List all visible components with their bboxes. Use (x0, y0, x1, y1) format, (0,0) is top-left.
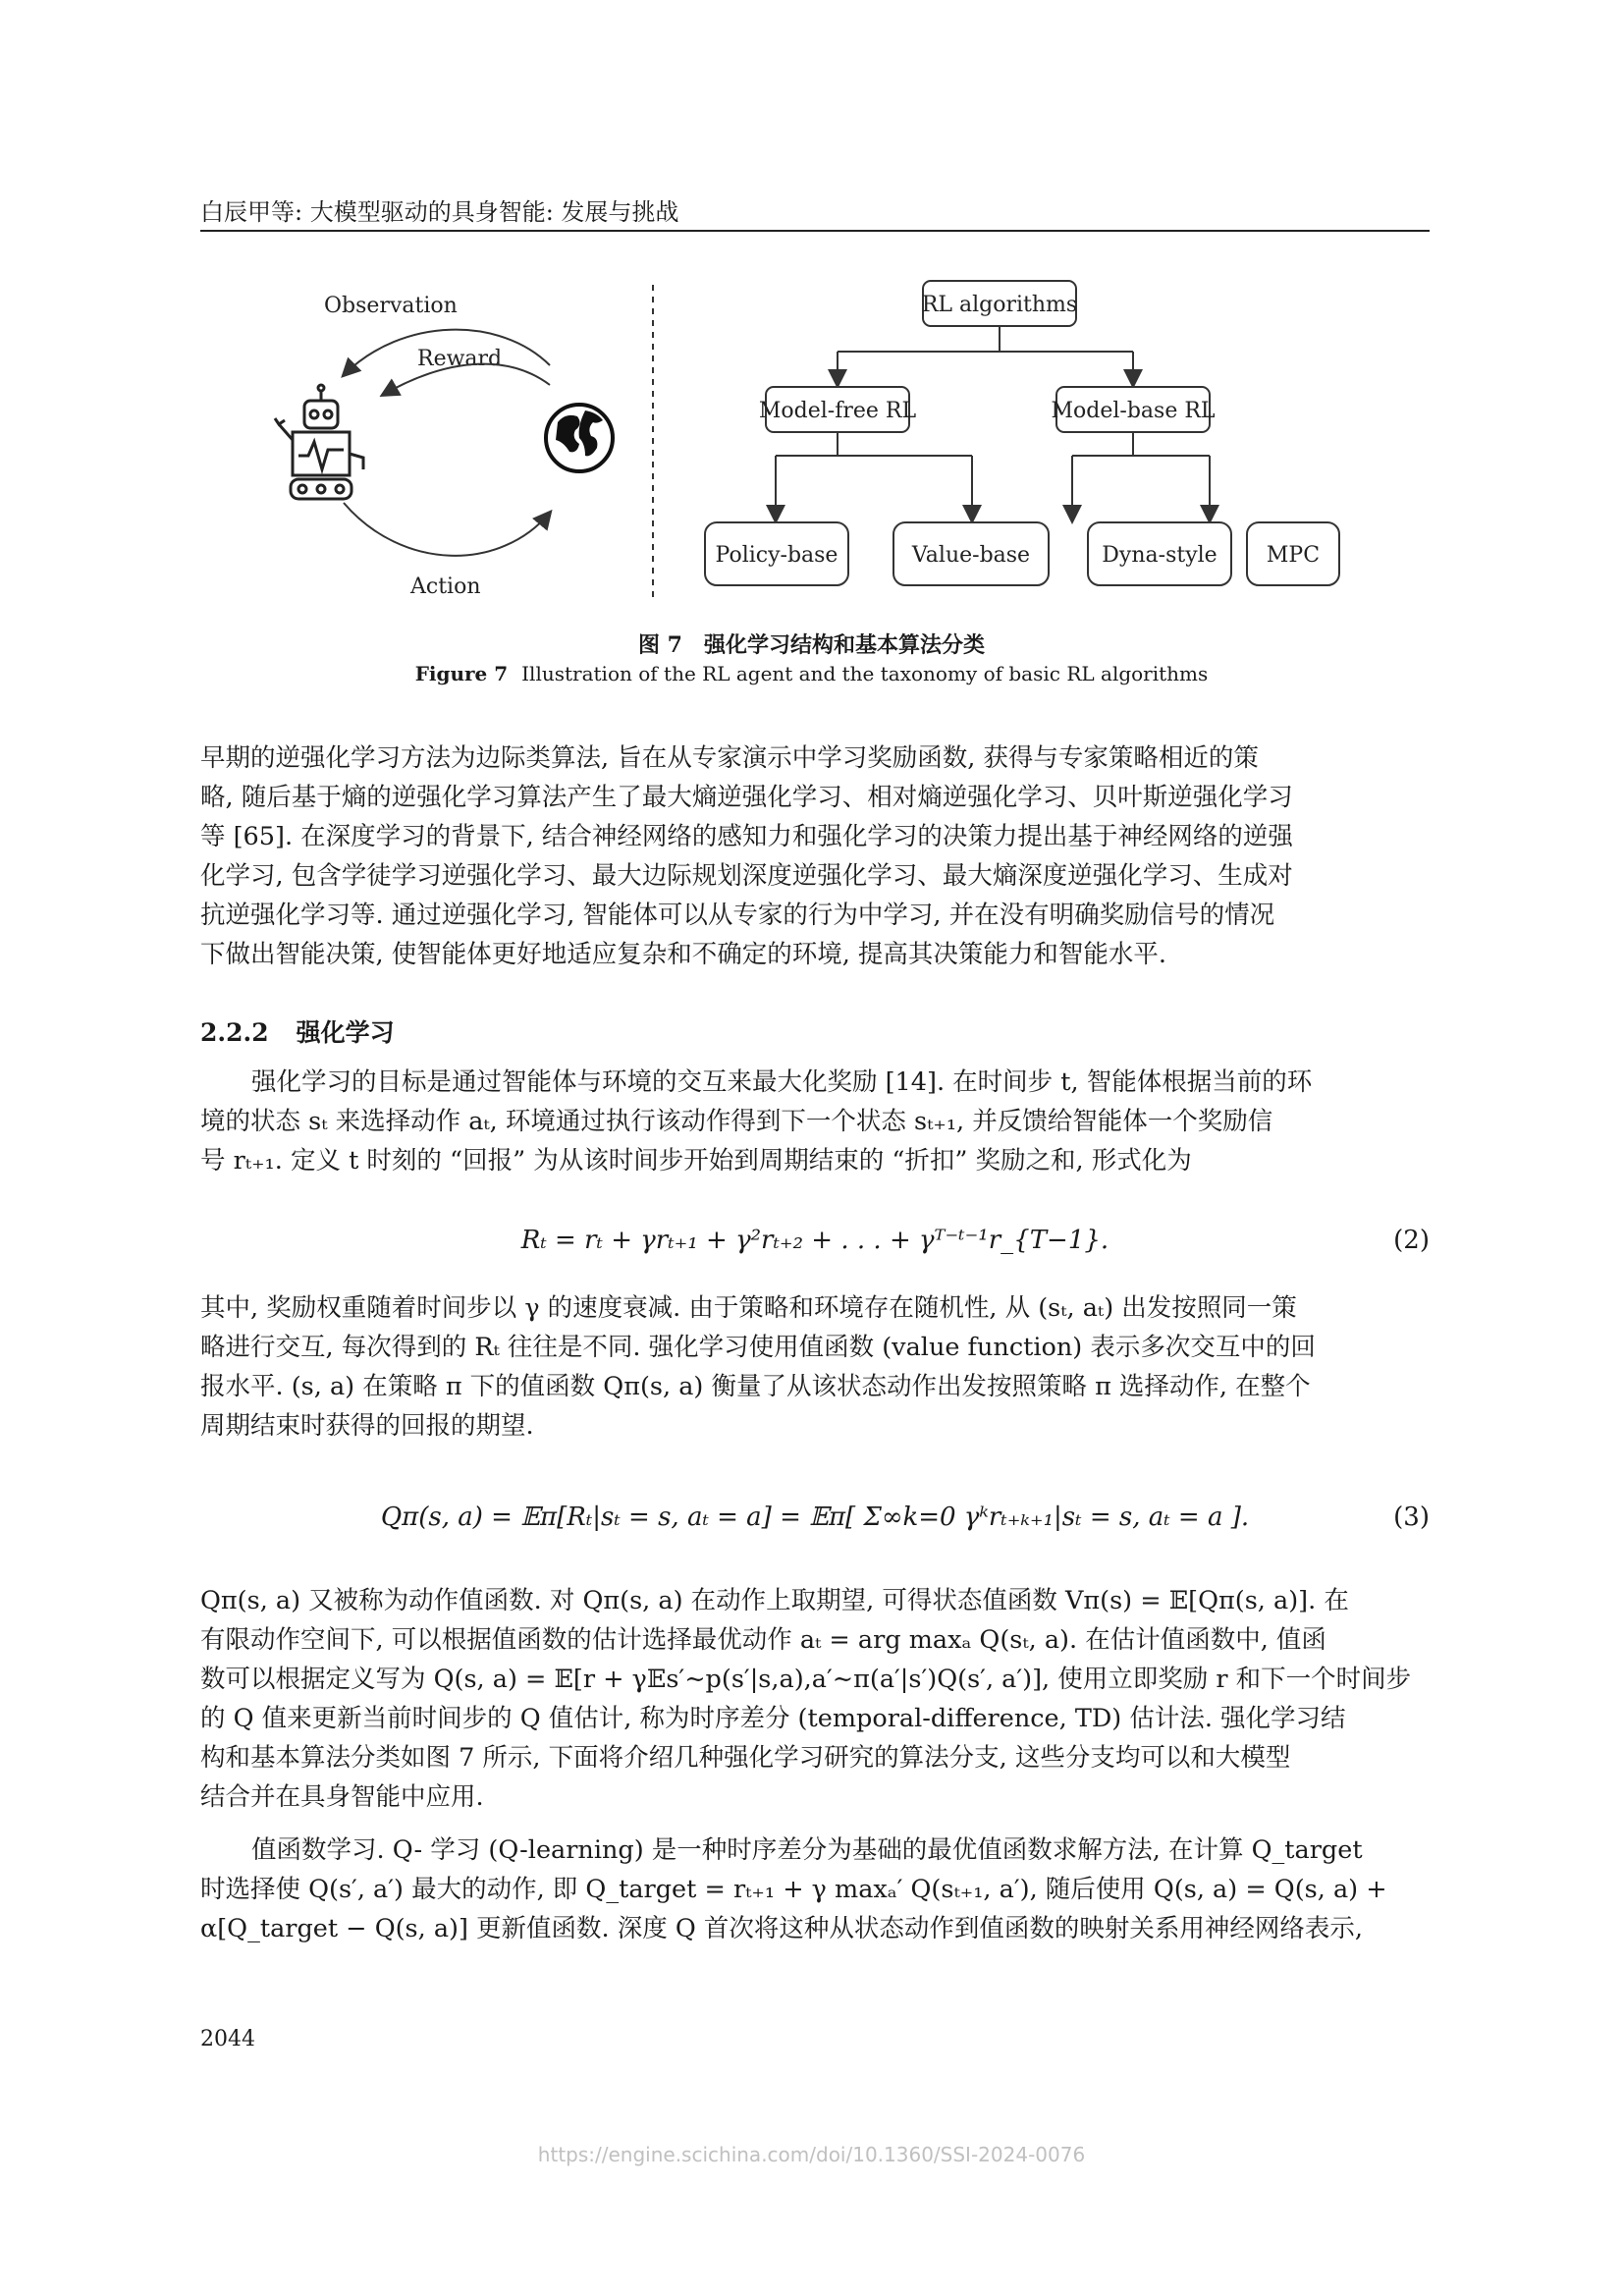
figure-caption-text: Illustration of the RL agent and the taxonomy of basic RL algorithms (521, 662, 1209, 685)
robot-icon (275, 385, 363, 499)
text-line: 强化学习的目标是通过智能体与环境的交互来最大化奖励 [14]. 在时间步 t, 智能体根据当前的环 (251, 1067, 1313, 1097)
text-line: 略, 随后基于熵的逆强化学习算法产生了最大熵逆强化学习、相对熵逆强化学习、贝叶斯逆强化学习 (200, 783, 1293, 812)
header-rule (200, 230, 1430, 232)
rl-taxonomy-tree (705, 281, 1339, 585)
text-line: 周期结束时获得的回报的期望. (200, 1411, 534, 1441)
figure-caption-en (0, 662, 1623, 685)
figure-7 (265, 277, 1375, 611)
paragraph-q-learning (200, 1831, 1430, 1948)
text-line: 结合并在具身智能中应用. (200, 1782, 484, 1812)
text-line: 值函数学习. Q- 学习 (Q-learning) 是一种时序差分为基础的最优值函数求解方法, 在计算 Q_target (251, 1835, 1363, 1865)
text-line: 等 [65]. 在深度学习的背景下, 结合神经网络的感知力和强化学习的决策力提出基于神经网络的逆强 (200, 822, 1293, 851)
text-line: 境的状态 sₜ 来选择动作 aₜ, 环境通过执行该动作得到下一个状态 sₜ₊₁, 并反馈给智能体一个奖励信 (200, 1107, 1273, 1136)
text-line: 构和基本算法分类如图 7 所示, 下面将介绍几种强化学习研究的算法分支, 这些分支均可以和大模型 (200, 1743, 1291, 1773)
globe-icon (546, 405, 613, 471)
running-title: 白辰甲等: 大模型驱动的具身智能: 发展与挑战 (200, 198, 679, 226)
figure-caption-cn: 图 7 强化学习结构和基本算法分类 (638, 632, 985, 658)
tree-leaf-mpc: MPC (1266, 543, 1321, 568)
action-label: Action (410, 574, 481, 599)
paragraph-rl-goal (200, 1063, 1430, 1180)
equation-body: Rₜ = rₜ + γrₜ₊₁ + γ²rₜ₊₂ + . . . + γᵀ⁻ᵗ⁻¹r_{T−1}. (520, 1226, 1109, 1255)
tree-model-base: Model-base RL (1051, 399, 1216, 423)
text-line: 其中, 奖励权重随着时间步以 γ 的速度衰减. 由于策略和环境存在随机性, 从 (sₜ, aₜ) 出发按照同一策 (200, 1293, 1297, 1323)
equation-body: Qπ(s, a) = 𝔼π[Rₜ|sₜ = s, aₜ = a] = 𝔼π[ Σ∞k=0 γᵏrₜ₊ₖ₊₁|sₜ = s, aₜ = a ]. (380, 1503, 1250, 1532)
tree-leaf-policy-base: Policy-base (715, 543, 839, 568)
tree-root: RL algorithms (921, 293, 1078, 317)
text-line: 时选择使 Q(s′, a′) 最大的动作, 即 Q_target = rₜ₊₁ + γ maxₐ′ Q(sₜ₊₁, a′), 随后使用 Q(s, a) = Q(s, a) + (200, 1875, 1387, 1904)
text-line: 抗逆强化学习等. 通过逆强化学习, 智能体可以从专家的行为中学习, 并在没有明确奖励信号的情况 (200, 901, 1275, 930)
text-line: 下做出智能决策, 使智能体更好地适应复杂和不确定的环境, 提高其决策能力和智能水平. (200, 940, 1167, 969)
equation-number: (3) (1393, 1503, 1430, 1532)
text-line: 数可以根据定义写为 Q(s, a) = 𝔼[r + γ𝔼s′∼p(s′|s,a),a′∼π(a′|s′)Q(s′, a′)], 使用立即奖励 r 和下一个时间步 (200, 1665, 1412, 1694)
text-line: 报水平. (s, a) 在策略 π 下的值函数 Qπ(s, a) 衡量了从该状态动作出发按照策略 π 选择动作, 在整个 (200, 1372, 1311, 1401)
section-title: 强化学习 (296, 1018, 395, 1047)
text-line: 有限动作空间下, 可以根据值函数的估计选择最优动作 aₜ = arg maxₐ Q(sₜ, a). 在估计值函数中, 值函 (200, 1625, 1326, 1655)
observation-label: Observation (324, 294, 458, 318)
section-number: 2.2.2 (200, 1018, 269, 1047)
text-line: 化学习, 包含学徒学习逆强化学习、最大边际规划深度逆强化学习、最大熵深度逆强化学习、生成对 (200, 861, 1293, 891)
action-arrow (344, 503, 550, 556)
section-heading (200, 1013, 422, 1049)
text-line: 早期的逆强化学习方法为边际类算法, 旨在从专家演示中学习奖励函数, 获得与专家策略相近的策 (200, 743, 1259, 773)
text-line: 的 Q 值来更新当前时间步的 Q 值估计, 称为时序差分 (temporal-difference, TD) 估计法. 强化学习结 (200, 1704, 1346, 1733)
page-number: 2044 (200, 2027, 255, 2051)
doi-url-watermark[interactable]: https://engine.scichina.com/doi/10.1360/SSI-2024-0076 (537, 2143, 1086, 2166)
tree-model-free: Model-free RL (758, 399, 917, 423)
text-line: α[Q_target − Q(s, a)] 更新值函数. 深度 Q 首次将这种从状态动作到值函数的映射关系用神经网络表示, (200, 1914, 1363, 1943)
tree-leaf-dyna-style: Dyna-style (1102, 543, 1217, 568)
text-line: 略进行交互, 每次得到的 Rₜ 往往是不同. 强化学习使用值函数 (value function) 表示多次交互中的回 (200, 1333, 1316, 1362)
paragraph-action-value (200, 1581, 1430, 1817)
reward-label: Reward (417, 347, 503, 371)
paragraph-irl (200, 738, 1430, 974)
paragraph-value-function (200, 1288, 1430, 1446)
tree-leaf-value-base: Value-base (911, 543, 1031, 568)
figure-caption-label: Figure 7 (414, 662, 509, 685)
text-line: 号 rₜ₊₁. 定义 t 时刻的 “回报” 为从该时间步开始到周期结束的 “折扣” 奖励之和, 形式化为 (200, 1146, 1192, 1175)
text-line: Qπ(s, a) 又被称为动作值函数. 对 Qπ(s, a) 在动作上取期望, 可得状态值函数 Vπ(s) = 𝔼[Qπ(s, a)]. 在 (200, 1586, 1349, 1615)
equation-number: (2) (1393, 1226, 1430, 1255)
